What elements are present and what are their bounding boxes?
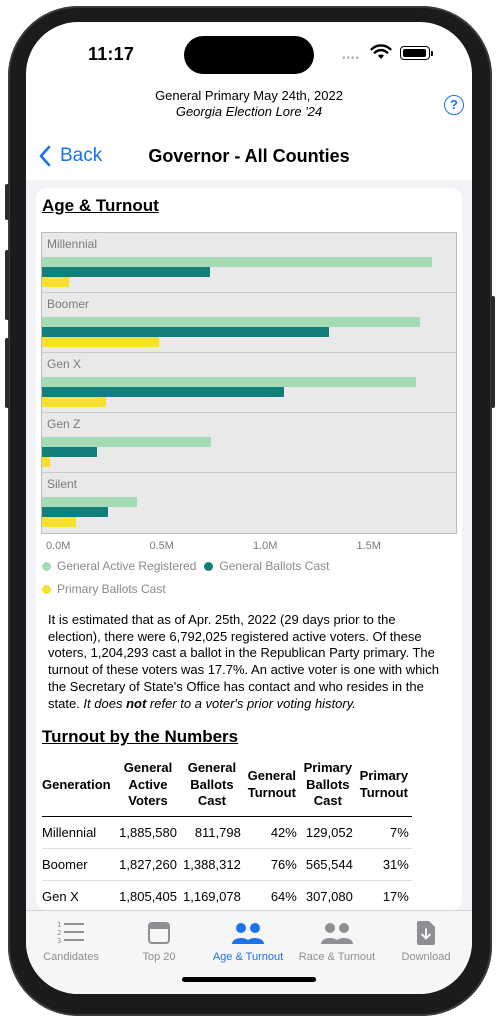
page-title: Governor - All Counties	[148, 146, 350, 166]
chart-legend	[42, 559, 337, 573]
column-header: General Active Voters	[116, 760, 180, 816]
column-header: Generation	[42, 760, 116, 816]
table-header-row	[42, 760, 412, 816]
legend-dot	[42, 585, 51, 594]
bar	[42, 387, 284, 397]
generation-cell: Millennial	[42, 816, 116, 848]
tab-label: Race & Turnout	[298, 951, 376, 963]
legend-label: General Ballots Cast	[219, 559, 330, 573]
column-header: Primary Turnout	[356, 760, 412, 816]
chart-legend-row2	[42, 582, 174, 596]
election-date: General Primary May 24th, 2022	[155, 88, 343, 103]
active-voters-cell: 1,827,260	[116, 848, 180, 880]
volume-up-button	[5, 250, 9, 320]
table-row	[42, 880, 412, 910]
help-icon[interactable]: ?	[444, 95, 464, 115]
explanation-italic: It does	[83, 695, 127, 711]
status-bar	[26, 22, 472, 82]
primary-turnout-cell: 31%	[356, 848, 412, 880]
category-label: Millennial	[47, 237, 98, 251]
primary-ballots-cell: 565,544	[300, 848, 356, 880]
chart-group	[42, 353, 456, 413]
tab-top-20[interactable]	[114, 919, 204, 963]
category-label: Boomer	[47, 297, 90, 311]
legend-item	[42, 559, 196, 573]
bar	[42, 497, 137, 507]
home-indicator	[182, 977, 316, 982]
chart-group	[42, 413, 456, 473]
explanation-text	[48, 612, 448, 712]
category-label: Silent	[47, 477, 78, 491]
x-tick-label: 0.5M	[149, 540, 174, 552]
navigation-bar	[26, 142, 472, 178]
primary-turnout-cell: 7%	[356, 816, 412, 848]
svg-text:3: 3	[57, 937, 62, 945]
column-header: General Ballots Cast	[180, 760, 244, 816]
bar	[42, 337, 159, 347]
primary-turnout-cell: 17%	[356, 880, 412, 910]
explanation-body: It is estimated that as of Apr. 25th, 2022 (29 days prior to the election), there were 6,792,025 registered active voters. Of these voters, 1,204,293 cast a ballot in the Republican Party primary. The turnout of these voters was 17.7%. An active voter is one with which the Secretary of State's Office has contact and who resides in the state.	[48, 612, 439, 711]
x-tick-label: 0.0M	[46, 540, 71, 552]
primary-ballots-cell: 307,080	[300, 880, 356, 910]
generation-cell: Boomer	[42, 848, 116, 880]
tab-label: Top 20	[142, 951, 176, 963]
bar	[42, 447, 97, 457]
table-row	[42, 816, 412, 848]
battery-icon	[400, 46, 430, 60]
category-label: Gen X	[47, 357, 82, 371]
bar	[42, 267, 210, 277]
x-tick-label: 1.0M	[253, 540, 278, 552]
x-tick-label: 1.5M	[356, 540, 381, 552]
bar	[42, 437, 211, 447]
ballots-cast-cell: 1,169,078	[180, 880, 244, 910]
bar	[42, 517, 76, 527]
ballots-cast-cell: 1,388,312	[180, 848, 244, 880]
people-icon	[320, 921, 354, 945]
svg-text:2: 2	[57, 929, 62, 937]
download-doc-icon	[415, 920, 437, 946]
tab-race-turnout[interactable]	[292, 919, 382, 963]
chart-group	[42, 473, 456, 533]
age-turnout-chart	[41, 232, 457, 534]
legend-item	[42, 582, 166, 596]
column-header: Primary Ballots Cast	[300, 760, 356, 816]
age-turnout-title: Age & Turnout	[42, 196, 159, 215]
power-button	[491, 296, 495, 408]
status-time: 11:17	[88, 44, 135, 64]
legend-item	[204, 559, 329, 573]
explanation-italic-end: refer to a voter's prior voting history.	[146, 695, 356, 711]
bar	[42, 327, 329, 337]
tab-candidates[interactable]	[26, 919, 116, 963]
bar	[42, 317, 420, 327]
legend-dot	[204, 562, 213, 571]
list-numbered-icon	[57, 920, 85, 946]
election-header	[26, 88, 472, 119]
tab-label: Download	[401, 951, 451, 963]
tab-label: Candidates	[43, 951, 99, 963]
column-header: General Turnout	[244, 760, 300, 816]
chart-group	[42, 233, 456, 293]
svg-text:1: 1	[57, 921, 62, 929]
tab-age-turnout[interactable]	[203, 919, 293, 963]
bar	[42, 257, 432, 267]
legend-dot	[42, 562, 51, 571]
table-row	[42, 848, 412, 880]
turnout-table	[42, 760, 412, 910]
bar	[42, 457, 50, 467]
window-icon	[147, 921, 171, 945]
wifi-icon	[370, 44, 392, 60]
volume-down-button	[5, 338, 9, 408]
chart-group	[42, 293, 456, 353]
side-button	[5, 184, 9, 220]
legend-label: General Active Registered	[57, 559, 197, 573]
general-turnout-cell: 42%	[244, 816, 300, 848]
people-icon	[231, 921, 265, 945]
generation-cell: Gen X	[42, 880, 116, 910]
legend-label: Primary Ballots Cast	[57, 582, 166, 596]
age-turnout-card	[36, 188, 462, 910]
bar	[42, 507, 108, 517]
general-turnout-cell: 76%	[244, 848, 300, 880]
back-label: Back	[60, 145, 103, 166]
bar	[42, 397, 106, 407]
turnout-numbers-title: Turnout by the Numbers	[42, 727, 239, 746]
tab-label: Age & Turnout	[212, 951, 284, 963]
app-screen	[26, 22, 472, 994]
tab-bar	[26, 910, 472, 994]
primary-ballots-cell: 129,052	[300, 816, 356, 848]
category-label: Gen Z	[47, 417, 81, 431]
election-source: Georgia Election Lore '24	[175, 104, 323, 119]
bar	[42, 377, 416, 387]
ballots-cast-cell: 811,798	[180, 816, 244, 848]
general-turnout-cell: 64%	[244, 880, 300, 910]
explanation-bold: not	[126, 695, 147, 711]
tab-download[interactable]	[381, 919, 471, 963]
active-voters-cell: 1,805,405	[116, 880, 180, 910]
signal-icon: ••••	[342, 53, 361, 64]
dynamic-island	[184, 36, 314, 74]
active-voters-cell: 1,885,580	[116, 816, 180, 848]
bar	[42, 277, 69, 287]
